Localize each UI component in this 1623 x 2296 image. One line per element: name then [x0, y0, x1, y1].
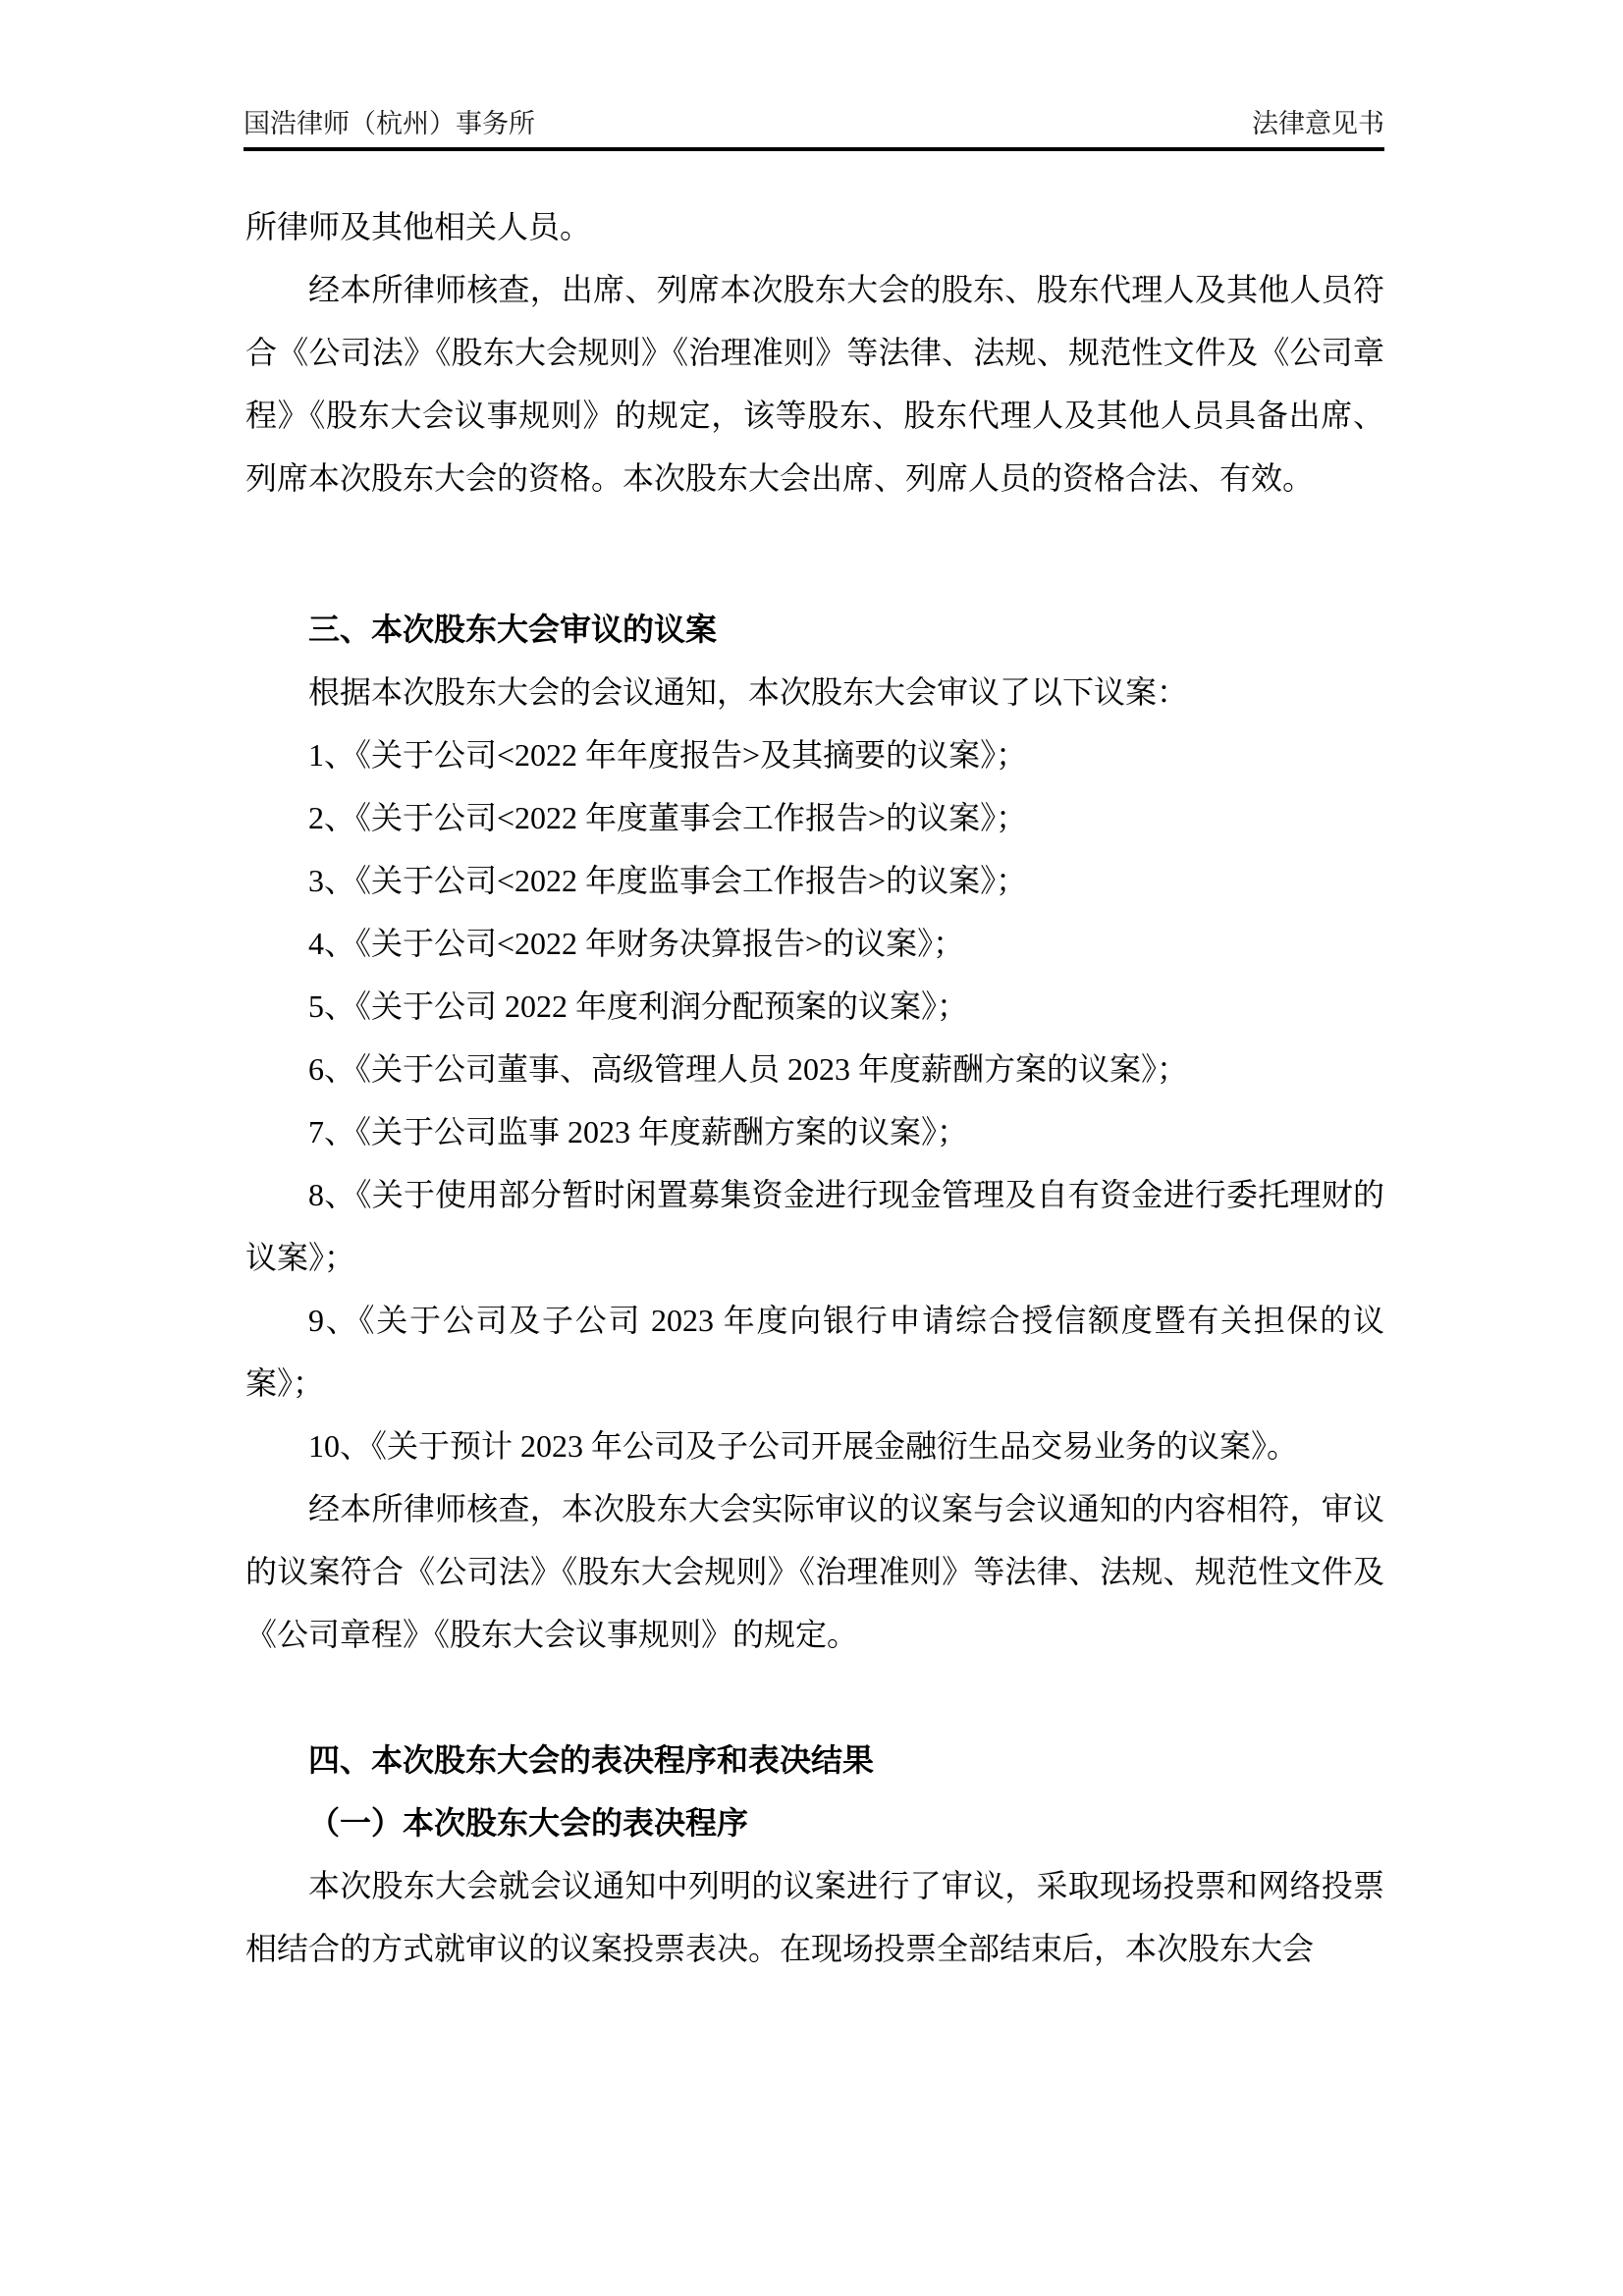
- proposal-item-5: 5、《关于公司 2022 年度利润分配预案的议案》；: [308, 988, 969, 1024]
- header-doc-type: 法律意见书: [1252, 109, 1384, 138]
- header-firm-name: 国浩律师（杭州）事务所: [243, 109, 535, 138]
- proposal-item-9: 9、《关于公司及子公司 2023 年度向银行申请综合授信额度暨有关担保的议案》；: [245, 1303, 1384, 1401]
- section-3-heading: 三、本次股东大会审议的议案: [308, 612, 718, 647]
- proposal-item-6: 6、《关于公司董事、高级管理人员 2023 年度薪酬方案的议案》；: [308, 1051, 1189, 1087]
- section-4-sub-1-heading: （一）本次股东大会的表决程序: [308, 1805, 749, 1841]
- proposal-item-8: 8、《关于使用部分暂时闲置募集资金进行现金管理及自有资金进行委托理财的议案》；: [245, 1177, 1384, 1275]
- section-3-conclusion: 经本所律师核查，本次股东大会实际审议的议案与会议通知的内容相符，审议的议案符合《公司法》《股东大会规则》《治理准则》等法律、法规、规范性文件及《公司章程》《股东大会议事规则》的规定。: [245, 1491, 1384, 1652]
- paragraph-attendance-verification: 经本所律师核查，出席、列席本次股东大会的股东、股东代理人及其他人员符合《公司法》《股东大会规则》《治理准则》等法律、法规、规范性文件及《公司章程》《股东大会议事规则》的规定，该等股东、股东代理人及其他人员具备出席、列席本次股东大会的资格。本次股东大会出席、列席人员的资格合法、有效。: [245, 272, 1384, 496]
- proposal-item-4: 4、《关于公司<2022 年财务决算报告>的议案》；: [308, 926, 965, 961]
- section-4-heading: 四、本次股东大会的表决程序和表决结果: [308, 1742, 875, 1778]
- voting-procedure-paragraph: 本次股东大会就会议通知中列明的议案进行了审议，采取现场投票和网络投票相结合的方式就审议的议案投票表决。在现场投票全部结束后，本次股东大会: [245, 1868, 1384, 1966]
- paragraph-continuation: 所律师及其他相关人员。: [245, 209, 592, 244]
- proposal-item-10: 10、《关于预计 2023 年公司及子公司开展金融衍生品交易业务的议案》。: [308, 1428, 1299, 1464]
- section-3-intro: 根据本次股东大会的会议通知，本次股东大会审议了以下议案：: [308, 674, 1189, 710]
- document-body: [245, 156, 1384, 1980]
- proposal-item-7: 7、《关于公司监事 2023 年度薪酬方案的议案》；: [308, 1114, 969, 1149]
- page-header: [243, 0, 1384, 151]
- proposal-item-1: 1、《关于公司<2022 年年度报告>及其摘要的议案》；: [308, 737, 1028, 773]
- proposal-item-2: 2、《关于公司<2022 年度董事会工作报告>的议案》；: [308, 800, 1028, 835]
- proposal-item-3: 3、《关于公司<2022 年度监事会工作报告>的议案》；: [308, 863, 1028, 898]
